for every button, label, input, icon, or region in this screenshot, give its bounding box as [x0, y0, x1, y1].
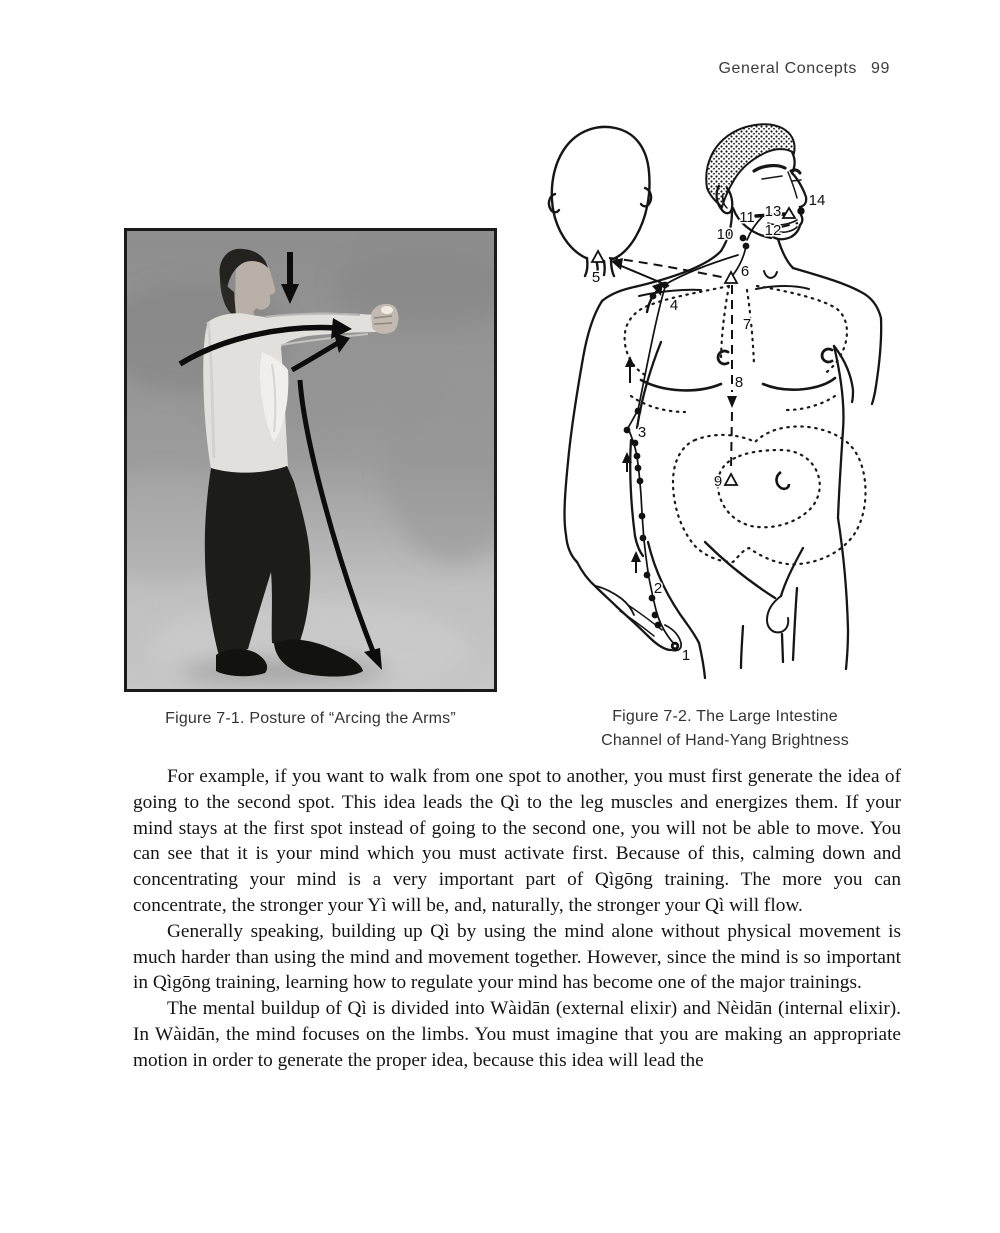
point-label-12: 12 [764, 222, 782, 239]
intestine-mark [777, 472, 790, 489]
point-label-13: 13 [764, 203, 782, 220]
body-text [133, 764, 901, 1074]
point-label-3: 3 [637, 424, 647, 441]
downward-arrowhead [727, 396, 737, 408]
page-number: 99 [871, 60, 890, 77]
paragraph-3: The mental buildup of Qì is divided into Wàidān (external elixir) and Nèidān (internal elixir). In Wàidān, the mind focuses on the limbs. You must imagine that you are making an appropriate motion in order to generate the proper idea, because this idea will lead the [133, 998, 901, 1071]
point-label-4: 4 [669, 297, 679, 314]
large-intestine-channel-diagram [535, 110, 965, 698]
point-label-14: 14 [808, 192, 826, 209]
figure-7-1-photo [124, 228, 497, 692]
point-label-9: 9 [713, 473, 723, 490]
point-label-7: 7 [742, 316, 752, 333]
paragraph-1: For example, if you want to walk from one spot to another, you must first generate the idea of going to the second spot. This idea leads the Qì to the leg muscles and energizes them. If your mind stays at the first spot instead of going to the second one, you will not be able to move. You can see that it is your mind which you must activate first. Because of this, calming down and concentrating your mind is a very important part of Qìgōng training. The more you can concentrate, the stronger your Yì will be, and, naturally, the stronger your Qì will flow. [133, 766, 901, 916]
figure-7-1-caption: Figure 7-1. Posture of “Arcing the Arms” [165, 710, 456, 727]
paragraph-2: Generally speaking, building up Qì by using the mind alone without physical movement is much harder than using the mind and movement together. However, since the mind is so important in Qìgōng training, learning how to regulate your mind has become one of the major trainings. [133, 920, 901, 994]
figure-7-2-drawing [535, 110, 965, 698]
point-label-10: 10 [716, 226, 734, 243]
figure-7-2-caption-line1: Figure 7-2. The Large Intestine [612, 708, 838, 725]
point-label-2: 2 [653, 580, 663, 597]
body-outline [565, 124, 882, 678]
chapter-title: General Concepts [718, 60, 857, 77]
photo-background [124, 228, 497, 692]
point-label-8: 8 [734, 374, 744, 391]
figure-7-2-caption-line2: Channel of Hand-Yang Brightness [601, 732, 849, 749]
running-head [718, 60, 890, 78]
point-label-6: 6 [740, 263, 750, 280]
triangle-points [592, 208, 795, 485]
point-label-5: 5 [591, 269, 601, 286]
point-label-11: 11 [739, 209, 755, 226]
arcing-arms-photo-illustration [124, 228, 497, 692]
point-label-1: 1 [681, 647, 691, 664]
figure-7-2-caption [525, 705, 925, 753]
